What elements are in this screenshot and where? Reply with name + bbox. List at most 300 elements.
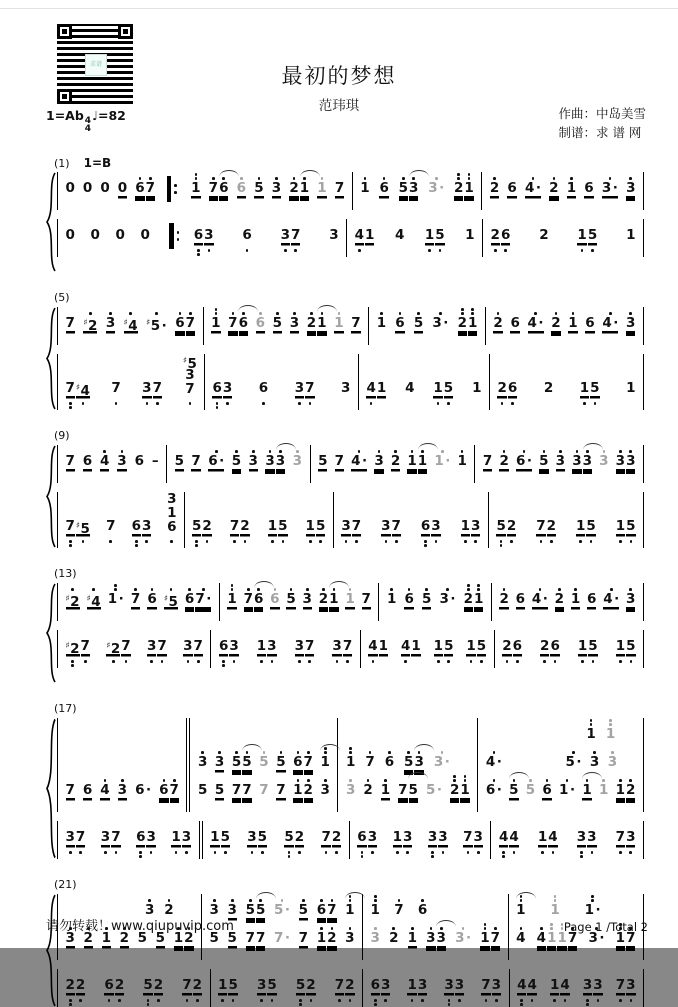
note-token [457, 307, 478, 345]
note-digit: 4 · [602, 307, 619, 345]
note-digit: 5 [295, 969, 305, 1007]
note-digit: 3 [555, 445, 565, 483]
note-digit: 1 [329, 583, 339, 621]
note-token [171, 821, 192, 859]
note-digit: 3 [626, 821, 636, 859]
note-digit: 2 [389, 922, 399, 960]
note-token [82, 172, 92, 210]
note-digit: 6 [242, 219, 252, 257]
note-digit: 6 [420, 510, 430, 548]
note-token [65, 510, 90, 548]
note-digit: 4 [560, 969, 570, 1007]
note-token [472, 372, 482, 410]
measure-bottom [359, 354, 490, 410]
note-digit: 3 [374, 445, 384, 483]
note-digit: 7 [567, 922, 577, 960]
note-digit: 3 · [588, 922, 605, 960]
note-token [254, 172, 264, 210]
note-token [345, 746, 355, 774]
measure-top [478, 718, 644, 812]
measure-top [482, 172, 644, 210]
qr-center-logo: 求谱 [85, 54, 107, 76]
note-digit: 2 [539, 227, 549, 243]
note-digit: 6 [510, 315, 520, 331]
note-digit: 0 [65, 180, 75, 196]
note-digit: 3 [183, 630, 193, 668]
note-token [577, 219, 598, 257]
note-digit: 1 [557, 922, 567, 960]
chord-stack: ♯5 3 7 [183, 354, 197, 410]
measure-bottom [489, 492, 644, 548]
note-token [444, 969, 465, 1007]
note-digit: 3 [292, 445, 302, 483]
note-token [575, 510, 596, 548]
note-token [175, 307, 196, 345]
note-token [510, 307, 520, 345]
note-digit: 1 [605, 718, 615, 746]
note-token [65, 172, 75, 210]
note-token [332, 630, 353, 668]
note-digit: 3 [417, 969, 427, 1007]
note-digit: 1 [570, 583, 580, 621]
note-digit: 3 [454, 969, 464, 1007]
note-token [357, 821, 378, 859]
note-token [208, 445, 225, 483]
staff-bottom [57, 969, 644, 1007]
note-digit: 2 [318, 583, 328, 621]
note-digit: 3 [65, 821, 75, 859]
note-token [197, 746, 207, 774]
note-digit: 7 [121, 630, 131, 668]
note-token [542, 774, 552, 812]
key-change-annotation: 1=B [83, 156, 112, 170]
note-token [376, 307, 386, 345]
note-token [404, 583, 414, 621]
note-digit: 3 [438, 821, 448, 859]
note-digit: 2 [65, 969, 75, 1007]
note-digit: 0 [90, 227, 100, 243]
note-token [284, 821, 305, 859]
note-digit: 5 [255, 894, 265, 922]
note-digit: 1 [380, 774, 390, 812]
note-digit: 7 [193, 630, 203, 668]
note-digit: 2 [294, 821, 304, 859]
note-digit: 1 [464, 172, 474, 210]
measure-bottom [350, 821, 492, 859]
note-digit: 7 [394, 894, 404, 922]
note-digit: 3 [289, 307, 299, 345]
note-token [351, 307, 361, 345]
note-digit: 3 [65, 922, 75, 960]
note-digit: 5 [197, 782, 208, 798]
note-digit: 3 [626, 307, 636, 345]
note-digit: 1 [460, 774, 470, 812]
note-digit: 1 [615, 774, 625, 812]
note-digit: 3 [294, 630, 304, 668]
note-token [490, 219, 511, 257]
system [46, 704, 644, 859]
note-digit: 1 [549, 969, 559, 1007]
note-digit: 6 [404, 583, 414, 621]
copyright-note: 请勿转载！www.qiupuvip.com [46, 919, 234, 934]
note-digit: 2 [119, 922, 129, 960]
note-digit: 3 [248, 445, 258, 483]
note-token [626, 219, 636, 257]
note-digit: 7 · [274, 930, 291, 946]
note-token [65, 372, 90, 410]
note-token [537, 821, 558, 859]
note-token [549, 969, 570, 1007]
note-digit: 1 [345, 894, 355, 922]
note-digit: 1 [407, 969, 417, 1007]
note-digit: 7 [65, 372, 75, 410]
note-token [589, 746, 599, 774]
note-digit: 3 [294, 372, 304, 410]
note-token [424, 219, 445, 257]
note-digit: ♯4 [123, 307, 138, 345]
note-digit: 3 [593, 969, 603, 1007]
measure-top [57, 172, 184, 210]
note-token [318, 583, 339, 621]
note-digit: 1 [334, 307, 344, 345]
note-token [485, 746, 502, 774]
note-token [306, 307, 327, 345]
note-token [341, 372, 351, 410]
note-digit: 0 [140, 227, 150, 243]
note-digit: 4 [509, 821, 519, 859]
note-digit: 5 [398, 172, 408, 210]
note-digit: 5 · [565, 746, 582, 774]
note-digit: 7 [182, 969, 192, 1007]
note-digit: 2 [363, 774, 373, 812]
measure-bottom [203, 821, 350, 859]
note-digit: 5 [272, 307, 282, 345]
note-token [554, 583, 564, 621]
note-digit: 5 [209, 930, 219, 946]
brace-icon [46, 718, 56, 859]
note-token [270, 583, 280, 621]
note-token [115, 219, 125, 257]
note-token [351, 445, 368, 483]
note-token [276, 746, 286, 774]
note-digit: 3 [222, 372, 232, 410]
note-token [496, 510, 517, 548]
note-token [536, 510, 557, 548]
note-token [405, 372, 415, 410]
measure-bottom [57, 821, 203, 859]
note-digit: 1 [317, 172, 327, 210]
note-token [398, 172, 419, 210]
measure-bottom [57, 969, 211, 1007]
note-digit: 3 · [439, 583, 456, 621]
note-digit: 1 [299, 172, 309, 210]
spacer [526, 744, 537, 746]
note-digit: 3 [626, 969, 636, 1007]
note-token [421, 583, 431, 621]
note-digit: 1 [376, 380, 387, 396]
note-digit: 6 [236, 172, 246, 210]
note-digit: 1 [411, 638, 421, 654]
note-token [432, 307, 449, 345]
note-digit: 3 [247, 821, 257, 859]
note-digit: 2 [153, 969, 163, 1007]
note-digit: 7 [111, 821, 121, 859]
measure-bottom [186, 219, 347, 257]
note-digit: 5 [408, 782, 418, 798]
note-token [248, 445, 258, 483]
note-digit: 3 [341, 510, 351, 548]
note-digit: 1 [317, 307, 327, 345]
note-token [100, 821, 121, 859]
note-digit: 7 [305, 630, 315, 668]
note-digit: 2 [497, 372, 507, 410]
note-digit: 5 [413, 307, 423, 345]
note-digit: 2 [240, 510, 250, 548]
note-digit: 7 [169, 774, 179, 812]
note-digit: 5 [525, 774, 535, 812]
note-digit: 6 [316, 894, 326, 922]
note-digit: 5 [404, 746, 414, 774]
note-digit: 1 [293, 774, 303, 812]
note-token [579, 372, 600, 410]
note-digit: 2 [75, 969, 85, 1007]
note-token [395, 307, 405, 345]
note-token [242, 219, 252, 257]
note-token [428, 172, 445, 210]
note-digit: 4 [354, 219, 364, 257]
note-digit: 1 [466, 630, 476, 668]
system-label: (9) [54, 429, 70, 442]
note-digit: 5 [137, 930, 148, 946]
note-digit: 6 [395, 307, 405, 345]
note-token [582, 969, 603, 1007]
note-digit: 1 [626, 380, 636, 396]
note-digit: 3 [409, 172, 419, 210]
note-token [466, 630, 487, 668]
note-digit: 7 [130, 583, 140, 621]
note-token [218, 969, 239, 1007]
note-token [517, 969, 538, 1007]
note-token [243, 583, 264, 621]
note-digit: 4 [100, 774, 110, 812]
note-digit: 4 [100, 445, 110, 483]
note-token [509, 774, 519, 812]
note-token [460, 510, 481, 548]
note-token [90, 219, 100, 257]
note-digit: 7 [398, 782, 408, 798]
note-token [485, 774, 502, 812]
time-signature: 4 4 [84, 116, 92, 134]
note-token [231, 445, 241, 483]
note-token [334, 172, 344, 210]
note-digit: 1 [320, 746, 330, 774]
note-digit: 7 [157, 630, 167, 668]
note-token [289, 172, 310, 210]
note-digit: 7 [334, 453, 345, 469]
note-token [615, 510, 636, 548]
note-digit: 3 [370, 922, 380, 960]
qr-finder-icon [57, 24, 72, 39]
note-token [502, 630, 523, 668]
note-digit: 5 [587, 219, 597, 257]
note-digit: 7 [243, 583, 253, 621]
staff-bottom [57, 821, 644, 859]
note-digit: 4 [548, 821, 558, 859]
note-digit: 3 [100, 821, 110, 859]
note-token [407, 445, 428, 483]
note-token [255, 307, 265, 345]
note-digit: 1 [566, 172, 576, 210]
note-digit: 3 [589, 746, 599, 774]
note-digit: ♯2 [65, 630, 80, 668]
note-token [515, 583, 525, 621]
note-digit: 1 [615, 922, 625, 960]
staff-bottom [57, 492, 644, 548]
note-digit: 2 [463, 583, 473, 621]
note-token [398, 774, 419, 812]
note-token [211, 307, 221, 345]
note-digit: 2 [540, 630, 550, 668]
note-token [400, 630, 421, 668]
note-digit: 6 [82, 453, 93, 469]
note-digit: ♯4 [86, 583, 101, 621]
note-digit: 1 [386, 583, 396, 621]
note-digit: 5 [257, 821, 267, 859]
artist-name: 范玮琪 [318, 98, 360, 114]
note-digit: 1 [424, 219, 434, 257]
note-digit: 5 [242, 746, 252, 774]
system-label: (13) [54, 567, 77, 580]
note-digit: 2 [306, 969, 316, 1007]
note-digit: 7 [342, 630, 352, 668]
note-digit: 1 [316, 922, 326, 960]
note-token [136, 821, 157, 859]
note-digit: 7 [361, 591, 371, 607]
system [46, 293, 644, 410]
note-digit: 6 [550, 630, 560, 668]
note-digit: 2 [184, 922, 194, 960]
note-token [380, 774, 390, 812]
note-token [499, 583, 509, 621]
measure-bottom [211, 630, 360, 668]
note-digit: 5 [590, 372, 600, 410]
note-token [341, 510, 362, 548]
note-token [86, 583, 101, 621]
note-digit: 7 [298, 930, 309, 946]
note-digit: 3 · [432, 307, 449, 345]
note-digit: 2 [551, 307, 561, 345]
repeat-start-barline [169, 223, 179, 249]
note-digit: 6 [175, 307, 185, 345]
note-token [143, 969, 164, 1007]
note-digit: 7 [228, 307, 238, 345]
system [46, 158, 644, 272]
note-digit: ♯2 [65, 583, 80, 621]
note-digit: 1 [171, 821, 181, 859]
measure-bottom [363, 969, 510, 1007]
note-digit: 2 [554, 583, 564, 621]
note-token [117, 172, 127, 210]
spacer [505, 744, 516, 746]
note-digit: 1 · [434, 445, 451, 483]
note-digit: 5 · [425, 782, 442, 798]
note-token [626, 172, 636, 210]
note-digit: 6 · [485, 774, 502, 812]
note-digit: 3 [271, 172, 281, 210]
tie-arc [256, 892, 276, 899]
note-token [100, 774, 110, 812]
tempo-value: =82 [97, 108, 126, 123]
staff-bottom [57, 630, 644, 668]
staff-top [57, 445, 644, 483]
note-digit: 5 [254, 172, 264, 210]
note-token [82, 774, 92, 812]
note-digit: 3 [367, 821, 377, 859]
note-digit: 7 [615, 969, 625, 1007]
note-digit: 3 [105, 307, 115, 345]
note-digit: 5 [421, 583, 431, 621]
note-digit: 1 [256, 630, 266, 668]
note-digit: 3 · [601, 172, 618, 210]
measure-top [184, 172, 353, 210]
note-digit: 1 [550, 894, 560, 922]
note-token [104, 969, 125, 1007]
measure-top [486, 307, 644, 345]
note-token [229, 510, 250, 548]
note-token [599, 445, 609, 483]
note-digit: 3 [626, 445, 636, 483]
note-digit: 2 [543, 380, 554, 396]
note-digit: 6 [293, 746, 303, 774]
note-digit: 1 [370, 894, 380, 922]
note-digit: 2 [390, 445, 400, 483]
note-digit: 6 [370, 969, 380, 1007]
note-digit: 1 [577, 630, 587, 668]
note-digit: 7 [290, 219, 300, 257]
note-token [83, 307, 98, 345]
note-digit: 5 [155, 930, 166, 946]
note-digit: ♯2 [106, 630, 121, 668]
measure-top [57, 583, 220, 621]
note-digit: 1 [433, 630, 443, 668]
note-digit: 3 [436, 922, 446, 960]
note-digit: 1 [210, 821, 220, 859]
note-digit: 2 [327, 922, 337, 960]
note-token [598, 774, 608, 812]
note-digit: 7 [276, 782, 286, 798]
note-token [276, 774, 286, 812]
note-digit: 3 [181, 821, 191, 859]
qr-finder-icon [118, 24, 133, 39]
tie-arc [276, 443, 296, 450]
note-token [386, 583, 396, 621]
note-token [65, 774, 75, 812]
note-token [134, 445, 144, 483]
note-token [626, 583, 636, 621]
note-token [584, 172, 594, 210]
note-token [539, 445, 549, 483]
note-digit: 7 [334, 180, 345, 196]
note-token [515, 445, 532, 483]
note-digit: 7 [327, 894, 337, 922]
note-token [231, 774, 252, 812]
note-digit: 3 [615, 445, 625, 483]
note-digit: 3 · [455, 922, 472, 960]
note-digit: 3 [402, 821, 412, 859]
note-token [236, 172, 246, 210]
note-digit: 6 [270, 583, 280, 621]
note-digit: 3 [587, 821, 597, 859]
